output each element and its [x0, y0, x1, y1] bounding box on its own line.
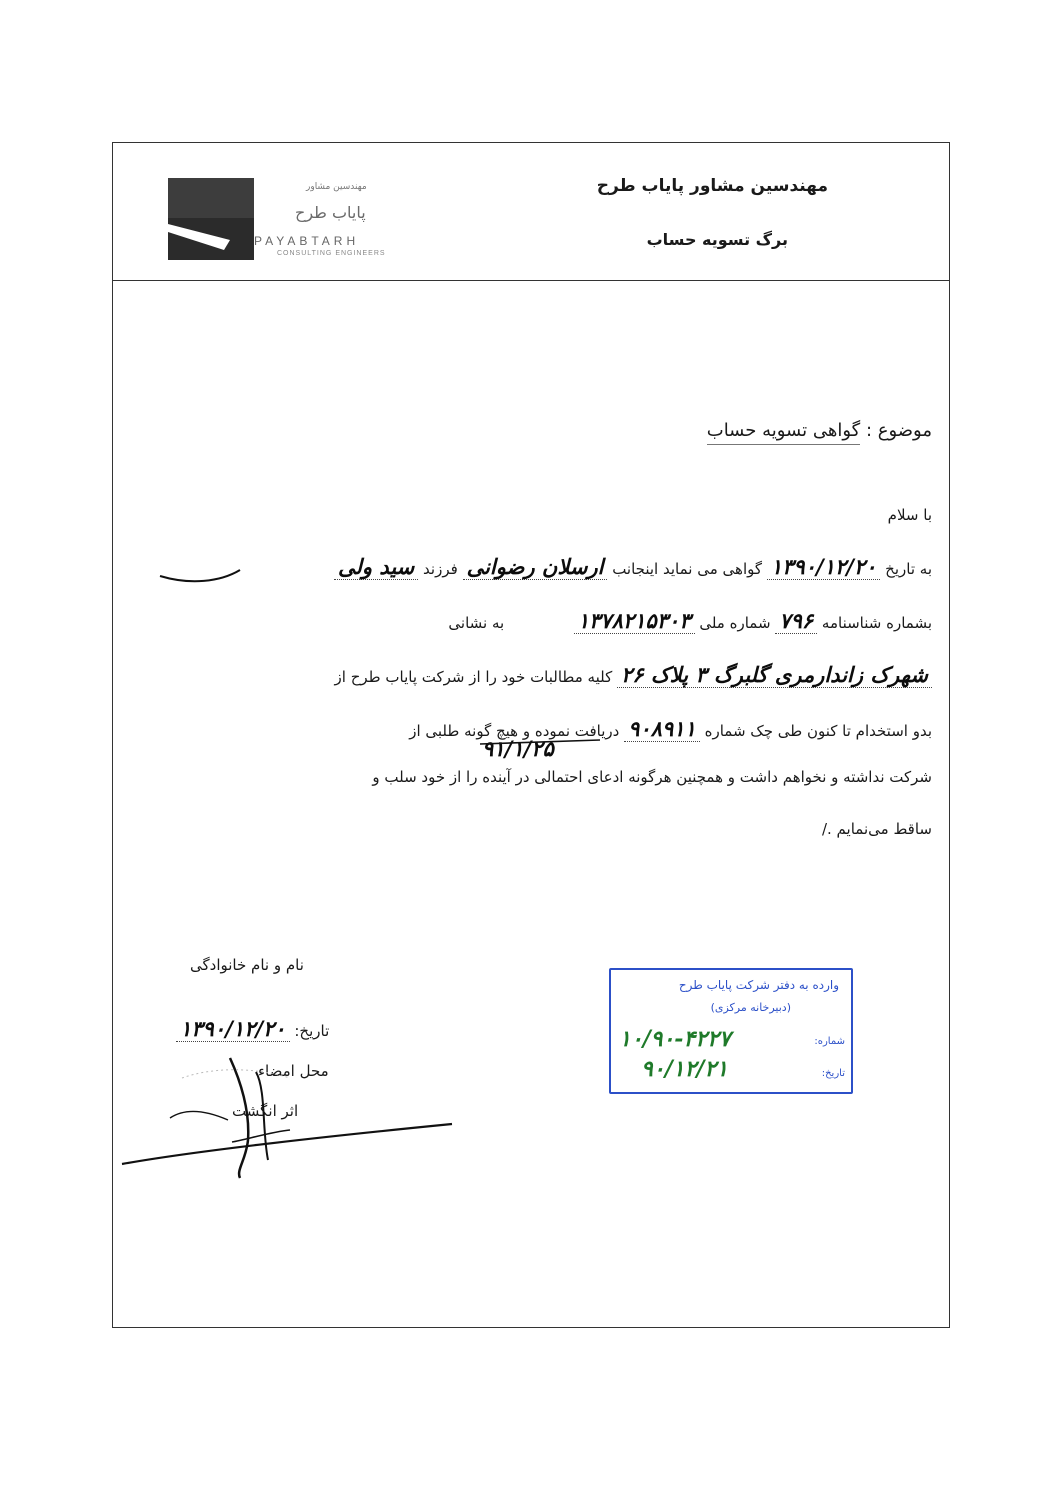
- body-line-2: [170, 608, 932, 638]
- body-line-5: [170, 768, 932, 798]
- cheque-date-block: [478, 736, 558, 761]
- text-date-intro: به تاریخ: [885, 560, 932, 578]
- stamp-number: ۱۰/۹۰-۴۲۲۷: [619, 1026, 731, 1052]
- stamp-title: وارده به دفتر شرکت پایاب طرح: [678, 978, 839, 992]
- fingerprint-label: اثر انگشت: [232, 1102, 299, 1120]
- text-national-id: شماره ملی: [699, 614, 771, 632]
- stamp-date: ۹۰/۱۲/۲۱: [641, 1056, 728, 1082]
- subject-value: گواهی تسویه حساب: [707, 420, 860, 445]
- handwritten-father-name: سید ولی: [334, 554, 418, 580]
- text-closing: ساقط می‌نمایم ./: [821, 820, 932, 838]
- stamp-number-label: شماره:: [814, 1036, 845, 1047]
- company-logo-icon: [168, 178, 254, 260]
- signature-place-label: محل امضاء: [258, 1062, 329, 1080]
- text-claims: کلیه مطالبات خود را از شرکت پایاب طرح از: [334, 668, 613, 686]
- subject-line: [707, 420, 932, 441]
- body-line-1: [170, 554, 932, 584]
- text-address: به نشانی: [448, 614, 505, 632]
- text-waiver: شرکت نداشته و نخواهم داشت و همچنین هرگونه ادعای احتمالی در آینده را از خود سلب و: [372, 768, 932, 786]
- signature-date: [176, 1016, 329, 1041]
- receipt-stamp: [609, 968, 853, 1094]
- handwritten-cheque-date: ۹۱/۱/۲۵: [482, 736, 554, 761]
- handwritten-date: ۱۳۹۰/۱۲/۲۰: [767, 554, 881, 580]
- logo-subtitle-fa: مهندسین مشاور: [306, 182, 367, 192]
- handwritten-signature-date: ۱۳۹۰/۱۲/۲۰: [176, 1016, 290, 1042]
- stamp-subtitle: (دبیرخانه مرکزی): [710, 1001, 791, 1014]
- handwritten-cheque-number: ۹۰۸۹۱۱: [624, 716, 700, 742]
- logo-name-fa: پایاب طرح: [295, 203, 366, 222]
- full-name-label: نام و نام خانوادگی: [190, 956, 304, 974]
- header-divider: [112, 280, 950, 281]
- logo-name-en: PAYABTARH: [254, 234, 360, 248]
- handwritten-national-id: ۱۳۷۸۲۱۵۳۰۳: [574, 608, 695, 634]
- body-line-3: [170, 662, 932, 692]
- form-title: برگ تسویه حساب: [646, 230, 788, 249]
- body-line-6: [170, 820, 932, 850]
- stamp-date-label: تاریخ:: [821, 1068, 845, 1079]
- greeting: با سلام: [887, 506, 932, 524]
- handwritten-id-number: ۷۹۶: [775, 608, 817, 634]
- signature-date-label: تاریخ:: [294, 1022, 330, 1040]
- handwritten-address: شهرک زاندارمری گلبرگ ۳ پلاک ۲۶: [617, 662, 932, 688]
- subject-label: موضوع :: [865, 420, 932, 441]
- logo-subtitle-en: CONSULTING ENGINEERS: [277, 250, 386, 257]
- text-id-number: بشماره شناسنامه: [821, 614, 932, 632]
- text-received: دریافت نموده و هیچ گونه طلبی از: [409, 722, 620, 740]
- company-name: مهندسین مشاور پایاب طرح: [596, 176, 828, 196]
- handwritten-name: ارسلان رضوانی: [463, 554, 608, 580]
- text-child-of: فرزند: [423, 560, 458, 578]
- text-certify: گواهی می نماید اینجانب: [612, 560, 763, 578]
- text-cheque: بدو استخدام تا کنون طی چک شماره: [704, 722, 932, 740]
